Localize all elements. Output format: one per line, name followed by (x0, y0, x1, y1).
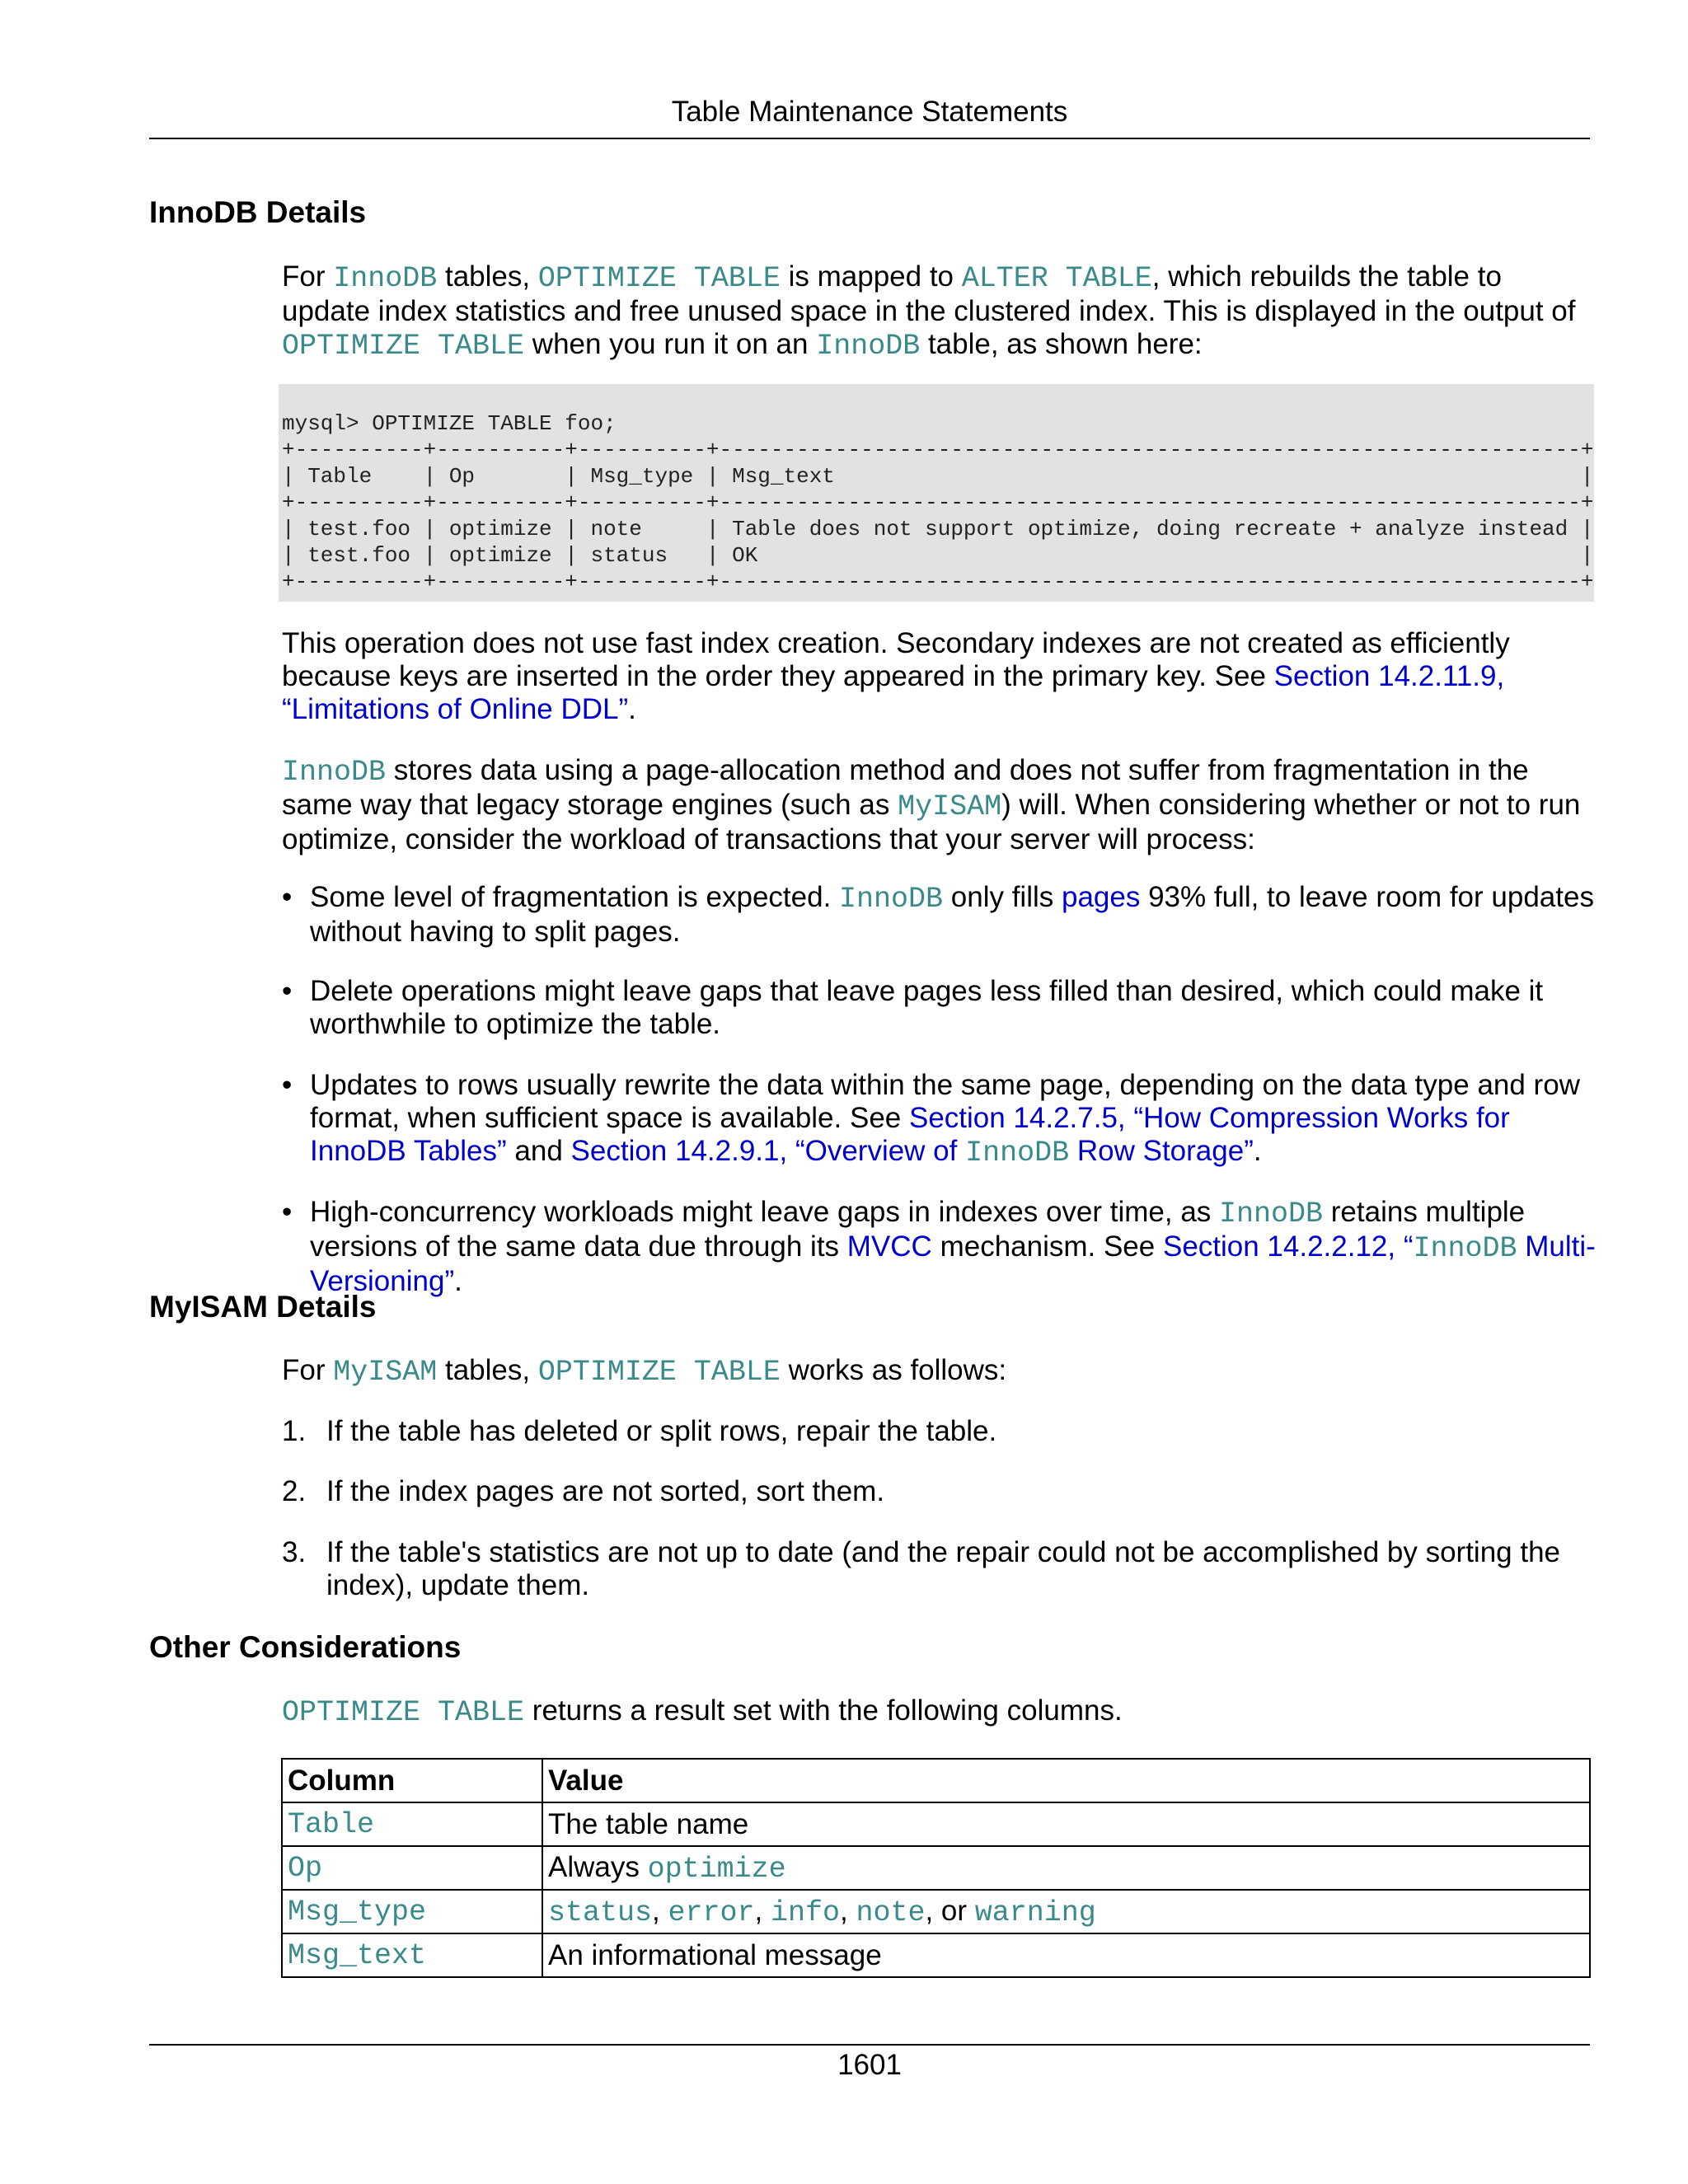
step-number: 1. (282, 1415, 307, 1447)
result-set-paragraph: OPTIMIZE TABLE returns a result set with the following columns. (282, 1694, 1123, 1729)
step-text: If the index pages are not sorted, sort them. (326, 1475, 885, 1507)
step-text: If the table has deleted or split rows, repair the table. (326, 1415, 997, 1447)
code-optimize-table: OPTIMIZE TABLE (282, 1696, 525, 1729)
bullet-icon: • (282, 1069, 293, 1101)
header-rule (149, 138, 1590, 139)
bullet-item-updates-to-rows: • Updates to rows usually rewrite the data within the same page, depending on the data type and row format, when sufficient space is available. See Section 14.2.7.5, “How Compression Works for InnoDB Tables” and Section 14.2.9.1, “Overview of InnoDB Row Storage”. (282, 1069, 1580, 1169)
page-allocation-paragraph: InnoDB stores data using a page-allocation method and does not suffer from fragmentation in the same way that legacy storage engines (such as MyISAM) will. When considering whether or not to run optimize, consider the workload of transactions that your server will process: (282, 754, 1581, 855)
numbered-step (282, 1475, 1601, 1508)
link-overview-innodb-row-storage[interactable]: Section 14.2.9.1, “Overview of InnoDB Row Storage” (570, 1135, 1254, 1169)
bullet-item-fragmentation: • Some level of fragmentation is expected. InnoDB only fills pages 93% full, to leave room for updates without having to split pages. (282, 881, 1594, 948)
result-columns-table (281, 1758, 1591, 1978)
table-cell-value: An informational message (542, 1933, 1590, 1977)
footer-rule (149, 2044, 1590, 2046)
table-row (282, 1846, 1590, 1890)
table-row (282, 1802, 1590, 1846)
table-cell-column: Msg_type (282, 1890, 542, 1933)
table-cell-column: Table (282, 1802, 542, 1846)
table-row (282, 1890, 1590, 1933)
code-innodb: InnoDB (1219, 1197, 1324, 1230)
numbered-step (282, 1415, 1601, 1448)
fast-index-paragraph: This operation does not use fast index creation. Secondary indexes are not created as efficiently because keys are inserted in the order they appeared in the primary key. See Section 14.2.11.9, “Limitations of Online DDL”. (282, 627, 1510, 725)
code-example-block (279, 384, 1594, 602)
section-heading-myisam: MyISAM Details (149, 1290, 377, 1324)
table-cell-value: Always optimize (542, 1846, 1590, 1890)
section-heading-other-considerations: Other Considerations (149, 1630, 462, 1664)
code-optimize-table: OPTIMIZE TABLE (282, 330, 525, 363)
bullet-icon: • (282, 881, 293, 913)
page-number: 1601 (837, 2049, 902, 2081)
table-cell-column: Op (282, 1846, 542, 1890)
code-innodb: InnoDB (282, 756, 387, 789)
bullet-item-delete-operations: • Delete operations might leave gaps that leave pages less filled than desired, which could make it worthwhile to optimize the table. (282, 975, 1544, 1040)
table-row (282, 1933, 1590, 1977)
code-optimize-table: OPTIMIZE TABLE (537, 262, 781, 295)
code-myisam: MyISAM (333, 1356, 438, 1389)
link-compression-innodb-tables[interactable]: Section 14.2.7.5, “How Compression Works for InnoDB Tables” (310, 1102, 1510, 1167)
step-number: 2. (282, 1475, 307, 1507)
code-alter-table: ALTER TABLE (961, 262, 1152, 295)
myisam-intro-paragraph: For MyISAM tables, OPTIMIZE TABLE works as follows: (282, 1354, 1007, 1389)
link-mvcc[interactable]: MVCC (846, 1230, 932, 1263)
bullet-icon: • (282, 1196, 293, 1228)
section-heading-innodb: InnoDB Details (149, 195, 367, 229)
code-innodb: InnoDB (839, 883, 944, 916)
code-optimize-table: OPTIMIZE TABLE (537, 1356, 781, 1389)
link-limitations-online-ddl[interactable]: Section 14.2.11.9, “Limitations of Online DDL” (282, 660, 1505, 725)
table-cell-value: status, error, info, note, or warning (542, 1890, 1590, 1933)
running-header: Table Maintenance Statements (671, 96, 1068, 128)
numbered-step (282, 1536, 1601, 1602)
table-cell-column: Msg_text (282, 1933, 542, 1977)
step-text: If the table's statistics are not up to date (and the repair could not be accomplished by sorting the index), update them. (326, 1536, 1561, 1601)
link-innodb-multi-versioning[interactable]: Section 14.2.2.12, “InnoDB Multi-Versioning” (310, 1230, 1596, 1297)
code-myisam: MyISAM (898, 790, 1002, 823)
bullet-icon: • (282, 975, 293, 1007)
bullet-item-high-concurrency: • High-concurrency workloads might leave gaps in indexes over time, as InnoDB retains multiple versions of the same data due through its MVCC mechanism. See Section 14.2.2.12, “InnoDB Multi-Versioning”. (282, 1196, 1596, 1297)
code-innodb: InnoDB (333, 262, 438, 295)
step-number: 3. (282, 1536, 307, 1568)
table-header-row (282, 1759, 1590, 1802)
table-header-cell: Column (282, 1759, 542, 1802)
table-cell-value: The table name (542, 1802, 1590, 1846)
code-example-text: mysql> OPTIMIZE TABLE foo; +----------+----------+----------+-------------------------------------------------------------------+ | Table | Op | Msg_type | Msg_text | +----------+----------+----------+-------------------------------------------------------------------+ | test.foo | optimize | note | Table does not support optimize, doing recreate + analyze instead | | test.foo | optimize | status | OK | +----------+----------+----------+-------------------------------------------------------------------+ (282, 411, 1594, 594)
code-innodb: InnoDB (816, 330, 921, 363)
innodb-intro-paragraph: For InnoDB tables, OPTIMIZE TABLE is mapped to ALTER TABLE, which rebuilds the table to update index statistics and free unused space in the clustered index. This is displayed in the output of OPTIMIZE TABLE when you run it on an InnoDB table, as shown here: (282, 260, 1576, 363)
link-pages[interactable]: pages (1061, 881, 1141, 913)
table-header-cell: Value (542, 1759, 1590, 1802)
